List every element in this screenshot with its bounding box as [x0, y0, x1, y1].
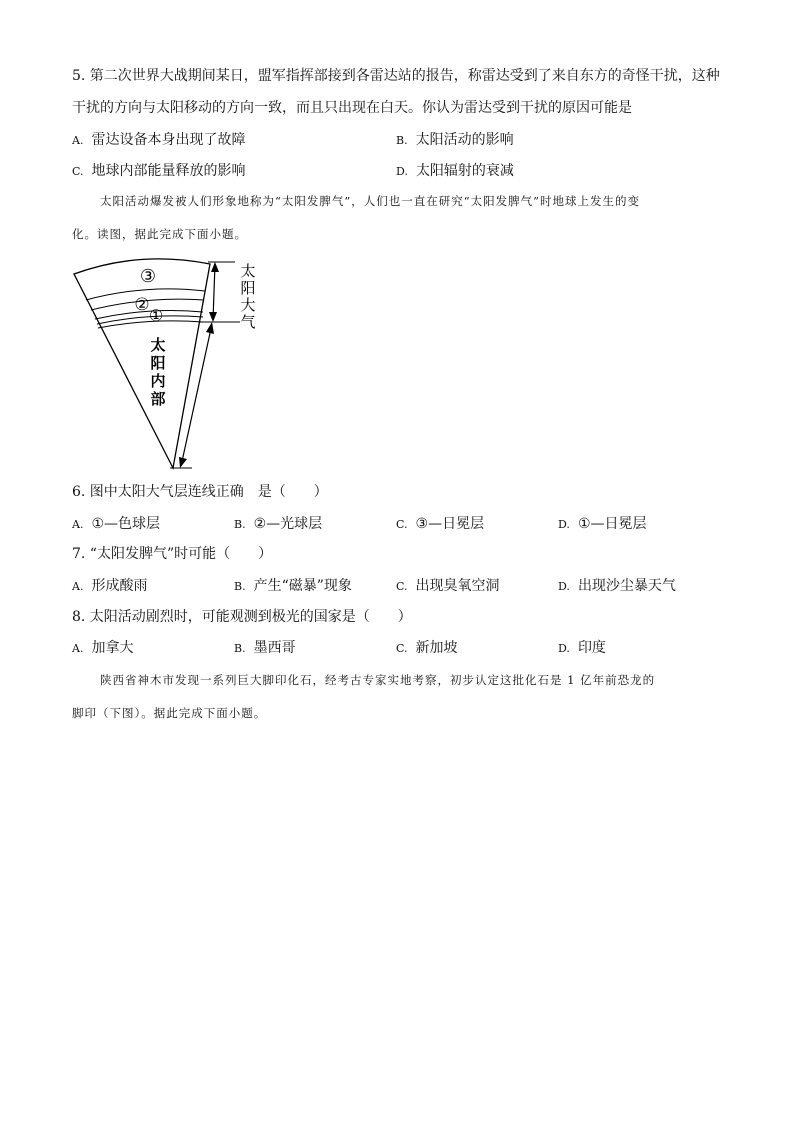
- interior-label-char-1: 太: [150, 336, 166, 354]
- q5-stem-line1: 5. 第二次世界大战期间某日，盟军指挥部接到各雷达站的报告，称雷达受到了来自东方的奇怪干扰，这种: [72, 68, 720, 84]
- layer-2-label: ②: [134, 295, 150, 315]
- layer-3-label: ③: [139, 266, 157, 287]
- q6-option-c[interactable]: C. ③—日冕层: [396, 516, 485, 532]
- layer-1-label: ①: [148, 306, 164, 325]
- q5-option-a[interactable]: A. 雷达设备本身出现了故障: [72, 132, 246, 148]
- interior-arrowhead-bottom: [179, 457, 187, 468]
- intro-paragraph-2-line2: 脚印（下图）。据此完成下面小题。: [72, 706, 267, 720]
- q8-stem: 8. 太阳活动剧烈时，可能观测到极光的国家是（ ）: [72, 609, 412, 625]
- atmosphere-label-char-2: 阳: [240, 279, 256, 297]
- q6-stem: 6. 图中太阳大气层连线正确 是（ ）: [72, 484, 328, 500]
- q5-option-c[interactable]: C. 地球内部能量释放的影响: [72, 163, 246, 179]
- q5-option-d[interactable]: D. 太阳辐射的衰减: [396, 163, 514, 179]
- q8-option-b[interactable]: B. 墨西哥: [234, 640, 296, 656]
- q5-stem-line2: 干扰的方向与太阳移动的方向一致，而且只出现在白天。你认为雷达受到干扰的原因可能是: [72, 100, 632, 116]
- sun-structure-diagram: [70, 258, 270, 476]
- atmosphere-label-char-3: 大: [240, 296, 256, 314]
- interior-label-char-2: 阳: [150, 354, 166, 372]
- intro-paragraph-1-line2: 化。读图，据此完成下面小题。: [72, 227, 247, 241]
- atmosphere-arrowhead-bottom: [209, 312, 217, 322]
- interior-label-char-4: 部: [150, 390, 166, 408]
- atmosphere-extent-line: [213, 264, 215, 320]
- q7-option-a[interactable]: A. 形成酸雨: [72, 578, 148, 594]
- intro-paragraph-2-line1: 陕西省神木市发现一系列巨大脚印化石，经考古专家实地考察，初步认定这批化石是 1 亿年前恐龙的: [100, 673, 656, 687]
- q7-stem: 7. “太阳发脾气”时可能（ ）: [72, 546, 273, 562]
- q8-option-c[interactable]: C. 新加坡: [396, 640, 458, 656]
- interior-arrowhead-top: [206, 322, 214, 334]
- q6-option-a[interactable]: A. ①—色球层: [72, 516, 161, 532]
- q7-option-c[interactable]: C. 出现臭氧空洞: [396, 578, 500, 594]
- atmosphere-label-char-1: 太: [240, 262, 256, 280]
- interior-label-char-3: 内: [150, 372, 166, 390]
- q6-option-d[interactable]: D. ①—日冕层: [558, 516, 647, 532]
- q7-option-b[interactable]: B. 产生“磁暴”现象: [234, 578, 352, 594]
- q8-option-d[interactable]: D. 印度: [558, 640, 606, 656]
- atmosphere-arrowhead-top: [211, 262, 219, 272]
- q7-option-d[interactable]: D. 出现沙尘暴天气: [558, 578, 676, 594]
- q5-option-b[interactable]: B. 太阳活动的影响: [396, 132, 514, 148]
- intro-paragraph-1-line1: 太阳活动爆发被人们形象地称为“太阳发脾气”，人们也一直在研究“太阳发脾气”时地球上发生的变: [100, 194, 641, 208]
- q8-option-a[interactable]: A. 加拿大: [72, 640, 134, 656]
- atmosphere-label-char-4: 气: [240, 313, 256, 331]
- q6-option-b[interactable]: B. ②—光球层: [234, 516, 323, 532]
